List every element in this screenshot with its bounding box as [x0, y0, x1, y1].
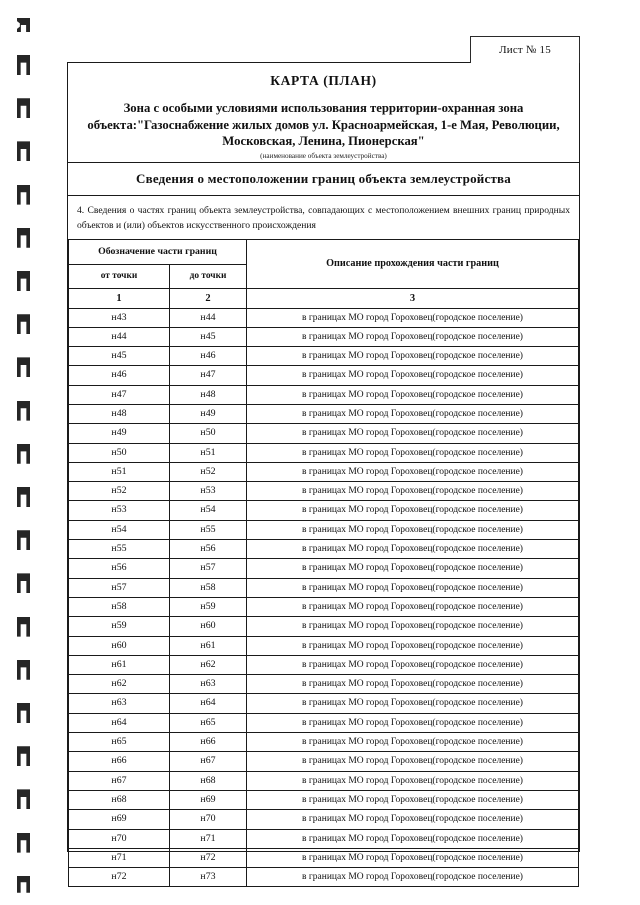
cell-from-point: н65 [69, 733, 170, 752]
binding-mark [17, 703, 30, 723]
binding-mark [17, 314, 30, 334]
binding-mark [17, 18, 30, 32]
binding-mark [17, 573, 30, 593]
table-row [69, 366, 579, 385]
cell-from-point: н60 [69, 636, 170, 655]
table-row [69, 385, 579, 404]
cell-to-point: н45 [170, 327, 247, 346]
cell-description: в границах МО город Гороховец(городское поселение) [247, 810, 579, 829]
cell-to-point: н72 [170, 848, 247, 867]
cell-from-point: н68 [69, 790, 170, 809]
cell-description: в границах МО город Гороховец(городское поселение) [247, 694, 579, 713]
table-row [69, 829, 579, 848]
binding-mark [17, 141, 30, 161]
binding-mark [17, 487, 30, 507]
cell-to-point: н46 [170, 347, 247, 366]
table-row [69, 501, 579, 520]
table-row [69, 424, 579, 443]
cell-to-point: н49 [170, 404, 247, 423]
cell-description: в границах МО город Гороховец(городское поселение) [247, 501, 579, 520]
table-row [69, 694, 579, 713]
cell-description: в границах МО город Гороховец(городское поселение) [247, 675, 579, 694]
table-row [69, 520, 579, 539]
cell-description: в границах МО город Гороховец(городское поселение) [247, 578, 579, 597]
cell-description: в границах МО город Гороховец(городское поселение) [247, 790, 579, 809]
table-row [69, 868, 579, 887]
binding-mark [17, 185, 30, 205]
cell-from-point: н59 [69, 617, 170, 636]
cell-from-point: н69 [69, 810, 170, 829]
table-row [69, 810, 579, 829]
cell-description: в границах МО город Гороховец(городское поселение) [247, 771, 579, 790]
cell-description: в границах МО город Гороховец(городское поселение) [247, 713, 579, 732]
cell-to-point: н70 [170, 810, 247, 829]
cell-description: в границах МО город Гороховец(городское поселение) [247, 597, 579, 616]
cell-to-point: н63 [170, 675, 247, 694]
header-description: Описание прохождения части границ [247, 239, 579, 288]
cell-to-point: н69 [170, 790, 247, 809]
cell-from-point: н57 [69, 578, 170, 597]
binding-mark [17, 444, 30, 464]
binding-mark [17, 617, 30, 637]
intro-paragraph: 4. Сведения о частях границ объекта землеустройства, совпадающих с местоположением внешних границ природных объектов и (или) объектов искусственного происхождения [77, 204, 570, 231]
table-header-row-numbers [69, 288, 579, 308]
binding-mark [17, 401, 30, 421]
column-number-3: 3 [247, 288, 579, 308]
page-title: КАРТА (ПЛАН) [270, 73, 377, 88]
header-from-point: от точки [69, 264, 170, 288]
cell-from-point: н43 [69, 308, 170, 327]
cell-to-point: н56 [170, 540, 247, 559]
cell-from-point: н70 [69, 829, 170, 848]
binding-mark [17, 660, 30, 680]
cell-description: в границах МО город Гороховец(городское поселение) [247, 868, 579, 887]
borders-table [68, 239, 579, 888]
table-row [69, 675, 579, 694]
cell-from-point: н58 [69, 597, 170, 616]
cell-description: в границах МО город Гороховец(городское поселение) [247, 443, 579, 462]
cell-to-point: н47 [170, 366, 247, 385]
cell-description: в границах МО город Гороховец(городское поселение) [247, 482, 579, 501]
header-to-point: до точки [170, 264, 247, 288]
cell-to-point: н57 [170, 559, 247, 578]
cell-from-point: н56 [69, 559, 170, 578]
binding-mark [17, 789, 30, 809]
cell-from-point: н53 [69, 501, 170, 520]
table-row [69, 848, 579, 867]
cell-description: в границах МО город Гороховец(городское поселение) [247, 385, 579, 404]
table-row [69, 655, 579, 674]
cell-from-point: н47 [69, 385, 170, 404]
table-row [69, 617, 579, 636]
table-row [69, 347, 579, 366]
binding-mark [17, 530, 30, 550]
binding-mark [17, 746, 30, 766]
table-row [69, 327, 579, 346]
table-row [69, 482, 579, 501]
cell-from-point: н52 [69, 482, 170, 501]
column-number-2: 2 [170, 288, 247, 308]
cell-description: в границах МО город Гороховец(городское поселение) [247, 404, 579, 423]
cell-from-point: н55 [69, 540, 170, 559]
cell-description: в границах МО город Гороховец(городское поселение) [247, 540, 579, 559]
sheet-number-box [470, 36, 580, 63]
cell-description: в границах МО город Гороховец(городское поселение) [247, 617, 579, 636]
cell-to-point: н61 [170, 636, 247, 655]
cell-to-point: н64 [170, 694, 247, 713]
cell-from-point: н46 [69, 366, 170, 385]
cell-description: в границах МО город Гороховец(городское поселение) [247, 733, 579, 752]
cell-from-point: н63 [69, 694, 170, 713]
cell-from-point: н66 [69, 752, 170, 771]
table-row [69, 462, 579, 481]
cell-to-point: н44 [170, 308, 247, 327]
cell-to-point: н71 [170, 829, 247, 848]
table-row [69, 404, 579, 423]
cell-description: в границах МО город Гороховец(городское поселение) [247, 655, 579, 674]
cell-to-point: н66 [170, 733, 247, 752]
cell-to-point: н68 [170, 771, 247, 790]
cell-description: в границах МО город Гороховец(городское поселение) [247, 559, 579, 578]
cell-from-point: н45 [69, 347, 170, 366]
cell-to-point: н67 [170, 752, 247, 771]
table-row [69, 752, 579, 771]
cell-to-point: н50 [170, 424, 247, 443]
table-row [69, 308, 579, 327]
cell-description: в границах МО город Гороховец(городское поселение) [247, 636, 579, 655]
table-row [69, 443, 579, 462]
cell-from-point: н62 [69, 675, 170, 694]
cell-to-point: н62 [170, 655, 247, 674]
cell-description: в границах МО город Гороховец(городское поселение) [247, 308, 579, 327]
table-row [69, 540, 579, 559]
cell-to-point: н60 [170, 617, 247, 636]
table-row [69, 771, 579, 790]
binding-mark [17, 228, 30, 248]
binding-mark [17, 357, 30, 377]
table-row [69, 636, 579, 655]
cell-from-point: н49 [69, 424, 170, 443]
table-row [69, 597, 579, 616]
cell-to-point: н59 [170, 597, 247, 616]
cell-to-point: н52 [170, 462, 247, 481]
document-page-frame [67, 62, 580, 883]
cell-description: в границах МО город Гороховец(городское поселение) [247, 462, 579, 481]
cell-description: в границах МО город Гороховец(городское поселение) [247, 829, 579, 848]
table-body [69, 308, 579, 887]
cell-to-point: н65 [170, 713, 247, 732]
binding-mark [17, 833, 30, 853]
cell-from-point: н67 [69, 771, 170, 790]
header-group-designation: Обозначение части границ [69, 239, 247, 264]
table-row [69, 713, 579, 732]
cell-from-point: н64 [69, 713, 170, 732]
table-row [69, 578, 579, 597]
cell-description: в границах МО город Гороховец(городское поселение) [247, 848, 579, 867]
cell-to-point: н55 [170, 520, 247, 539]
cell-description: в границах МО город Гороховец(городское поселение) [247, 366, 579, 385]
binding-mark [17, 55, 30, 75]
cell-from-point: н61 [69, 655, 170, 674]
binding-comb-marks [0, 0, 60, 905]
cell-to-point: н73 [170, 868, 247, 887]
cell-from-point: н51 [69, 462, 170, 481]
object-title-caption: (наименование объекта землеустройства) [260, 151, 387, 160]
cell-from-point: н50 [69, 443, 170, 462]
cell-to-point: н51 [170, 443, 247, 462]
binding-mark [17, 271, 30, 291]
cell-from-point: н71 [69, 848, 170, 867]
cell-to-point: н48 [170, 385, 247, 404]
table-head [69, 239, 579, 308]
cell-to-point: н58 [170, 578, 247, 597]
cell-description: в границах МО город Гороховец(городское поселение) [247, 347, 579, 366]
cell-description: в границах МО город Гороховец(городское поселение) [247, 752, 579, 771]
cell-to-point: н54 [170, 501, 247, 520]
borders-table-wrapper [68, 239, 579, 888]
column-number-1: 1 [69, 288, 170, 308]
cell-from-point: н44 [69, 327, 170, 346]
cell-to-point: н53 [170, 482, 247, 501]
table-row [69, 733, 579, 752]
section-title: Сведения о местоположении границ объекта землеустройства [136, 170, 511, 186]
cell-description: в границах МО город Гороховец(городское поселение) [247, 424, 579, 443]
cell-description: в границах МО город Гороховец(городское поселение) [247, 327, 579, 346]
binding-mark [17, 98, 30, 118]
table-header-row-group [69, 239, 579, 264]
table-row [69, 559, 579, 578]
cell-description: в границах МО город Гороховец(городское поселение) [247, 520, 579, 539]
cell-from-point: н72 [69, 868, 170, 887]
object-title: Зона с особыми условиями использования территории-охранная зона объекта:"Газоснабжение жилых домов ул. Красноармейская, 1-е Мая, Революции, Московская, Ленина, Пионерская" [87, 101, 560, 148]
cell-from-point: н48 [69, 404, 170, 423]
table-row [69, 790, 579, 809]
binding-mark [17, 876, 30, 893]
sheet-number-label: Лист № 15 [499, 44, 551, 56]
title-block [68, 63, 579, 162]
cell-from-point: н54 [69, 520, 170, 539]
